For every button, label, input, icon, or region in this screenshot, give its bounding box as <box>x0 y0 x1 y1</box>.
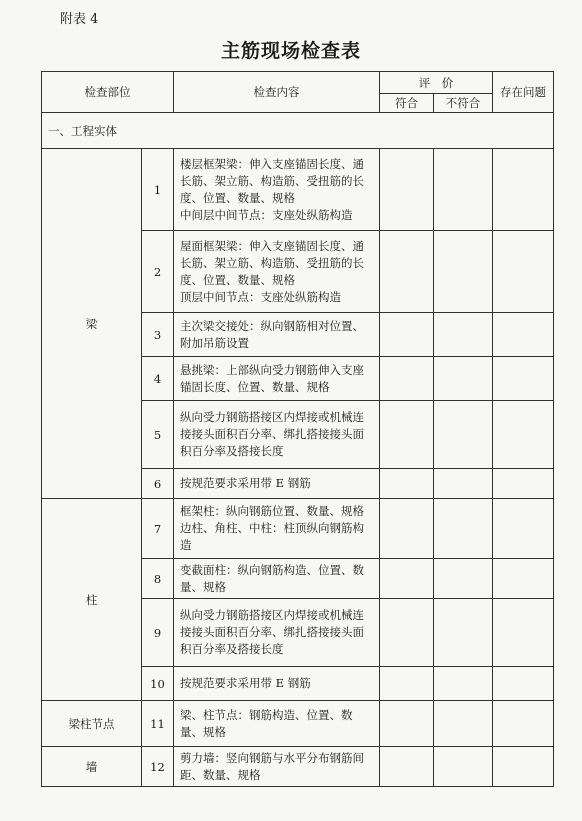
group-label-column: 柱 <box>42 499 142 701</box>
fail-cell[interactable] <box>434 559 493 599</box>
item-number: 12 <box>142 747 174 787</box>
item-number: 3 <box>142 313 174 357</box>
fail-cell[interactable] <box>434 469 493 499</box>
issues-cell[interactable] <box>493 357 554 401</box>
header-content: 检查内容 <box>174 72 380 113</box>
issues-cell[interactable] <box>493 313 554 357</box>
issues-cell[interactable] <box>493 149 554 231</box>
pass-cell[interactable] <box>380 559 434 599</box>
group-label-beam: 梁 <box>42 149 142 499</box>
issues-cell[interactable] <box>493 469 554 499</box>
item-number: 7 <box>142 499 174 559</box>
issues-cell[interactable] <box>493 231 554 313</box>
item-number: 1 <box>142 149 174 231</box>
fail-cell[interactable] <box>434 747 493 787</box>
item-number: 9 <box>142 599 174 667</box>
issues-cell[interactable] <box>493 499 554 559</box>
pass-cell[interactable] <box>380 149 434 231</box>
issues-cell[interactable] <box>493 401 554 469</box>
item-number: 2 <box>142 231 174 313</box>
fail-cell[interactable] <box>434 667 493 701</box>
pass-cell[interactable] <box>380 599 434 667</box>
item-content: 纵向受力钢筋搭接区内焊接或机械连接接头面积百分率、绑扎搭接接头面积百分率及搭接长度 <box>174 401 380 469</box>
page-title: 主筋现场检查表 <box>220 40 361 62</box>
fail-cell[interactable] <box>434 149 493 231</box>
header-pass: 符合 <box>380 94 434 113</box>
group-label-wall: 墙 <box>42 747 142 787</box>
pass-cell[interactable] <box>380 499 434 559</box>
pass-cell[interactable] <box>380 313 434 357</box>
pass-cell[interactable] <box>380 401 434 469</box>
item-content: 按规范要求采用带 E 钢筋 <box>174 469 380 499</box>
item-content: 按规范要求采用带 E 钢筋 <box>174 667 380 701</box>
fail-cell[interactable] <box>434 599 493 667</box>
pass-cell[interactable] <box>380 701 434 747</box>
group-label-joint: 梁柱节点 <box>42 701 142 747</box>
header-evaluation: 评 价 <box>380 72 493 94</box>
fail-cell[interactable] <box>434 701 493 747</box>
fail-cell[interactable] <box>434 499 493 559</box>
pass-cell[interactable] <box>380 667 434 701</box>
pass-cell[interactable] <box>380 357 434 401</box>
issues-cell[interactable] <box>493 747 554 787</box>
issues-cell[interactable] <box>493 559 554 599</box>
fail-cell[interactable] <box>434 231 493 313</box>
item-content: 梁、柱节点：钢筋构造、位置、数量、规格 <box>174 701 380 747</box>
item-number: 5 <box>142 401 174 469</box>
item-content: 框架柱：纵向钢筋位置、数量、规格 边柱、角柱、中柱：柱顶纵向钢筋构造 <box>174 499 380 559</box>
item-content: 悬挑梁：上部纵向受力钢筋伸入支座锚固长度、位置、数量、规格 <box>174 357 380 401</box>
item-content: 楼层框架梁：伸入支座锚固长度、通长筋、架立筋、构造筋、受扭筋的长度、位置、数量、规格 中间层中间节点：支座处纵筋构造 <box>174 149 380 231</box>
pass-cell[interactable] <box>380 469 434 499</box>
item-content: 纵向受力钢筋搭接区内焊接或机械连接接头面积百分率、绑扎搭接接头面积百分率及搭接长度 <box>174 599 380 667</box>
item-content: 屋面框架梁：伸入支座锚固长度、通长筋、架立筋、构造筋、受扭筋的长度、位置、数量、规格 顶层中间节点：支座处纵筋构造 <box>174 231 380 313</box>
item-number: 10 <box>142 667 174 701</box>
header-part: 检查部位 <box>42 72 174 113</box>
fail-cell[interactable] <box>434 401 493 469</box>
issues-cell[interactable] <box>493 701 554 747</box>
header-fail: 不符合 <box>434 94 493 113</box>
item-content: 主次梁交接处：纵向钢筋相对位置、附加吊筋设置 <box>174 313 380 357</box>
item-content: 剪力墙：竖向钢筋与水平分布钢筋间距、数量、规格 <box>174 747 380 787</box>
issues-cell[interactable] <box>493 667 554 701</box>
fail-cell[interactable] <box>434 357 493 401</box>
appendix-label: 附表 4 <box>60 12 99 27</box>
pass-cell[interactable] <box>380 231 434 313</box>
header-issues: 存在问题 <box>493 72 554 113</box>
inspection-table <box>41 71 554 787</box>
item-number: 6 <box>142 469 174 499</box>
pass-cell[interactable] <box>380 747 434 787</box>
item-number: 4 <box>142 357 174 401</box>
fail-cell[interactable] <box>434 313 493 357</box>
issues-cell[interactable] <box>493 599 554 667</box>
item-number: 11 <box>142 701 174 747</box>
section-title: 一、工程实体 <box>42 113 554 149</box>
item-number: 8 <box>142 559 174 599</box>
item-content: 变截面柱：纵向钢筋构造、位置、数量、规格 <box>174 559 380 599</box>
